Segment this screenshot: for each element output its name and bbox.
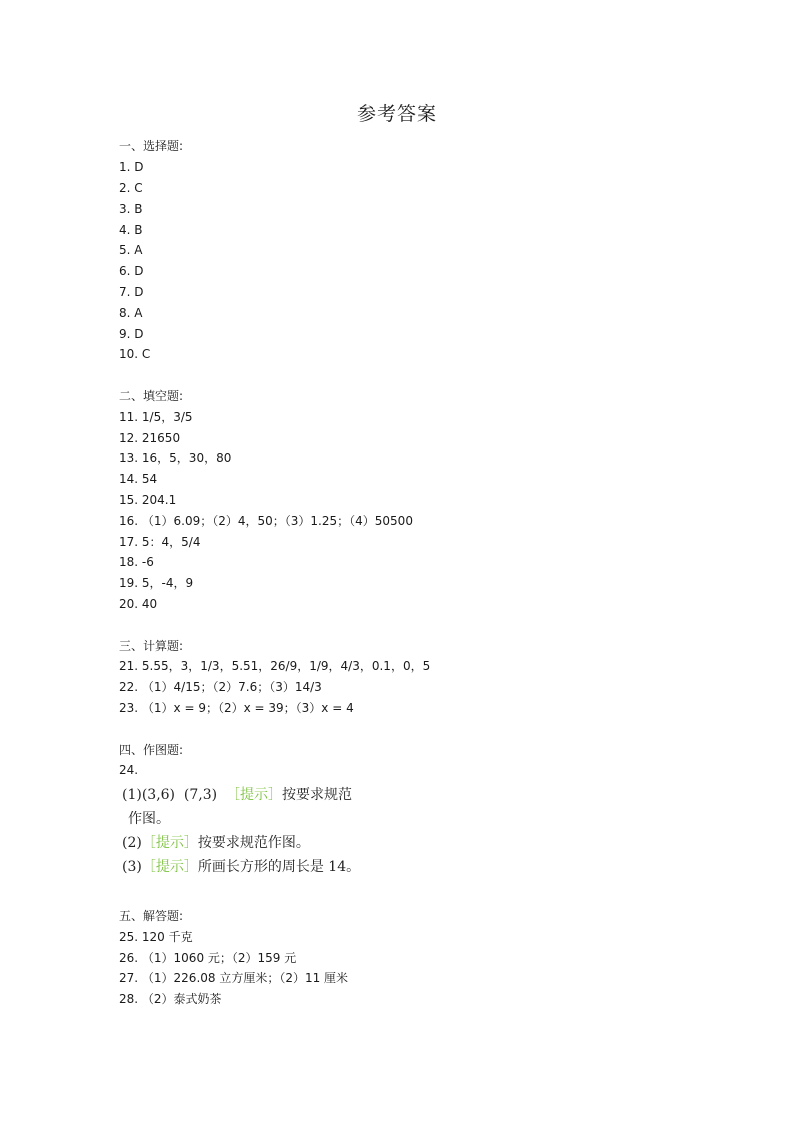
answer-line: 1. D	[119, 160, 144, 174]
hint-line-2	[122, 807, 412, 831]
answer-line: 20. 40	[119, 597, 158, 611]
hint-text: (3)	[122, 859, 142, 875]
answer-line: 25. 120 千克	[119, 930, 193, 944]
answer-line: 22. （1）4/15；（2）7.6；（3）14/3	[119, 680, 322, 694]
hint-line-4	[122, 855, 412, 879]
answer-line: 23. （1）x = 9；（2）x = 39；（3）x = 4	[119, 701, 354, 715]
answer-line: 18. -6	[119, 555, 154, 569]
answer-line: 15. 204.1	[119, 493, 177, 507]
answer-line: 13. 16，5，30，80	[119, 451, 232, 465]
hint-text: 按要求规范作图。	[197, 835, 310, 851]
answer-line: 10. C	[119, 347, 151, 361]
answer-line: 17. 5：4，5/4	[119, 535, 201, 549]
answer-line: 4. B	[119, 223, 143, 237]
answer-line: 9. D	[119, 327, 144, 341]
hint-text: 作图。	[128, 811, 170, 827]
answer-line: 3. B	[119, 202, 143, 216]
section-heading: 二、填空题:	[119, 389, 184, 403]
page-title: 参考答案	[356, 103, 437, 125]
answer-line: 11. 1/5，3/5	[119, 410, 193, 424]
section-heading: 五、解答题:	[119, 909, 184, 923]
answer-line: 19. 5，-4，9	[119, 576, 194, 590]
hint-line-1	[122, 783, 412, 807]
answer-line: 2. C	[119, 181, 143, 195]
answer-line: 16. （1）6.09；（2）4，50；（3）1.25；（4）50500	[119, 514, 413, 528]
section-heading: 一、选择题:	[119, 139, 184, 153]
drawing-answer-image	[122, 783, 412, 879]
answer-line: 6. D	[119, 264, 144, 278]
answer-line: 12. 21650	[119, 431, 181, 445]
section-heading: 四、作图题:	[119, 743, 184, 757]
hint-line-3	[122, 831, 412, 855]
hint-text: 按要求规范	[282, 787, 353, 803]
hint-tag: ［提示］	[141, 835, 198, 851]
hint-tag: ［提示］	[226, 787, 283, 803]
answer-line: 21. 5.55，3，1/3，5.51，26/9，1/9，4/3，0.1，0，5	[119, 659, 431, 673]
answer-line: 27. （1）226.08 立方厘米；（2）11 厘米	[119, 971, 349, 985]
hint-text: (1)(3,6) (7,3)	[122, 787, 227, 803]
answer-line: 14. 54	[119, 472, 158, 486]
answer-line: 24.	[119, 763, 139, 777]
hint-text: (2)	[122, 835, 142, 851]
answer-line: 26. （1）1060 元；（2）159 元	[119, 951, 297, 965]
answer-line: 8. A	[119, 306, 143, 320]
section-heading: 三、计算题:	[119, 639, 184, 653]
answer-line: 28. （2）泰式奶茶	[119, 992, 222, 1006]
answer-line: 5. A	[119, 243, 143, 257]
answer-line: 7. D	[119, 285, 144, 299]
hint-text: 所画长方形的周长是 14。	[197, 859, 361, 875]
hint-tag: ［提示］	[141, 859, 198, 875]
